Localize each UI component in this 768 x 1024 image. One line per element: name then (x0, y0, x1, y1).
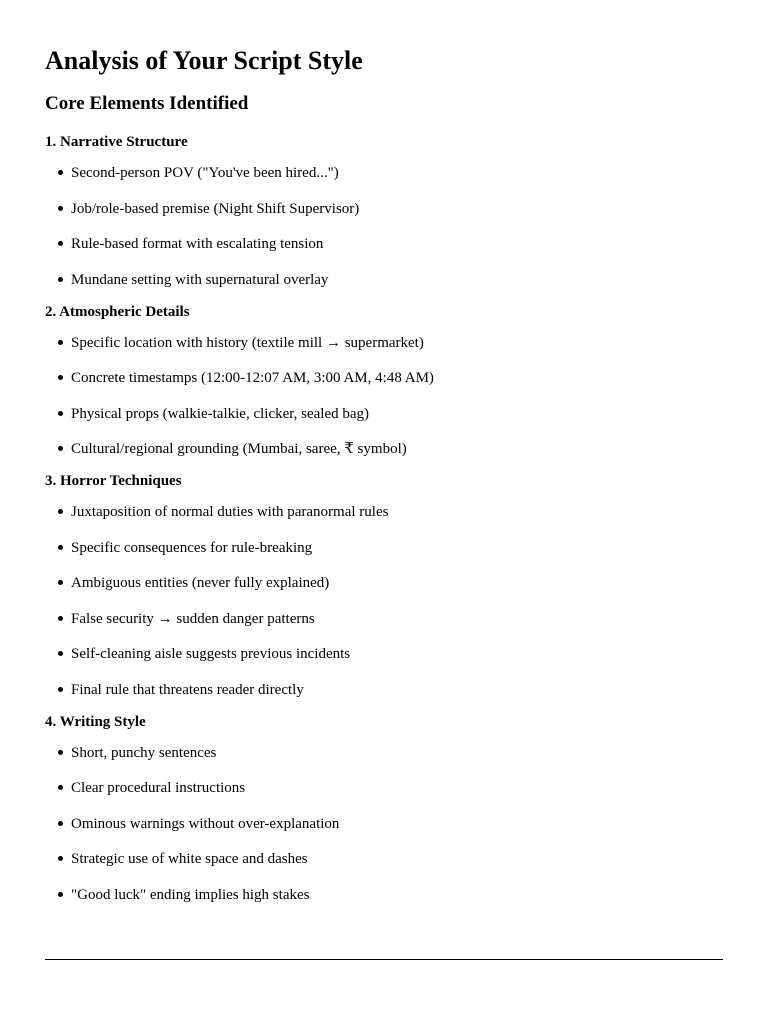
section (45, 132, 723, 290)
list-item (45, 609, 723, 629)
bullet-icon (58, 545, 63, 550)
list-item-text: Job/role-based premise (Night Shift Supervisor) (71, 200, 360, 217)
list-item (45, 368, 723, 388)
section (45, 471, 723, 700)
list-item-text: Short, punchy sentences (71, 744, 217, 761)
bullet-icon (58, 241, 63, 246)
bullet-list (45, 743, 723, 905)
bullet-icon (58, 687, 63, 692)
page-title: Analysis of Your Script Style (45, 46, 363, 75)
list-item (45, 573, 723, 593)
list-item (45, 502, 723, 522)
section-heading: 4. Writing Style (45, 713, 146, 730)
bullet-icon (58, 616, 63, 621)
list-item-text: Concrete timestamps (12:00-12:07 AM, 3:00 AM, 4:48 AM) (71, 370, 434, 386)
bullet-list (45, 333, 723, 460)
bullet-icon (58, 509, 63, 514)
list-item-text: False security → sudden danger patterns (71, 610, 315, 627)
list-item-text: Final rule that threatens reader directly (71, 681, 304, 698)
list-item-text: Physical props (walkie-talkie, clicker, sealed bag) (71, 405, 370, 422)
bullet-icon (58, 785, 63, 790)
list-item-text: Strategic use of white space and dashes (71, 851, 308, 867)
list-item (45, 680, 723, 700)
bullet-icon (58, 580, 63, 585)
list-item (45, 234, 723, 254)
list-item-text: Juxtaposition of normal duties with paranormal rules (71, 504, 389, 520)
bullet-icon (58, 340, 63, 345)
bullet-icon (58, 170, 63, 175)
list-item (45, 814, 723, 834)
list-item-text: Ominous warnings without over-explanation (71, 815, 340, 832)
section (45, 302, 723, 460)
section-heading: 3. Horror Techniques (45, 473, 182, 489)
bullet-icon (58, 206, 63, 211)
sections-container (45, 132, 723, 905)
list-item (45, 163, 723, 183)
bullet-list (45, 502, 723, 700)
bottom-divider (45, 959, 723, 960)
bullet-icon (58, 821, 63, 826)
list-item-text: Mundane setting with supernatural overlay (71, 271, 329, 288)
list-item-text: Cultural/regional grounding (Mumbai, saree, ₹ symbol) (71, 441, 407, 457)
list-item-text: Ambiguous entities (never fully explained) (71, 575, 330, 591)
section-heading: 2. Atmospheric Details (45, 303, 190, 320)
page-subtitle: Core Elements Identified (45, 93, 249, 114)
section-heading: 1. Narrative Structure (45, 134, 188, 150)
bullet-list (45, 163, 723, 290)
section (45, 712, 723, 905)
list-item-text: "Good luck" ending implies high stakes (71, 886, 310, 903)
list-item (45, 439, 723, 459)
list-item (45, 199, 723, 219)
list-item (45, 885, 723, 905)
list-item (45, 644, 723, 664)
bullet-icon (58, 856, 63, 861)
list-item-text: Rule-based format with escalating tension (71, 236, 324, 252)
bullet-icon (58, 892, 63, 897)
bullet-icon (58, 277, 63, 282)
list-item (45, 270, 723, 290)
bullet-icon (58, 375, 63, 380)
bullet-icon (58, 651, 63, 656)
bullet-icon (58, 750, 63, 755)
list-item (45, 538, 723, 558)
list-item (45, 333, 723, 353)
list-item (45, 743, 723, 763)
list-item (45, 404, 723, 424)
list-item (45, 849, 723, 869)
list-item-text: Second-person POV ("You've been hired...") (71, 165, 339, 181)
bullet-icon (58, 446, 63, 451)
list-item (45, 778, 723, 798)
bullet-icon (58, 411, 63, 416)
list-item-text: Self-cleaning aisle suggests previous incidents (71, 646, 351, 662)
list-item-text: Specific location with history (textile mill → supermarket) (71, 334, 424, 351)
list-item-text: Specific consequences for rule-breaking (71, 539, 313, 556)
list-item-text: Clear procedural instructions (71, 780, 246, 796)
